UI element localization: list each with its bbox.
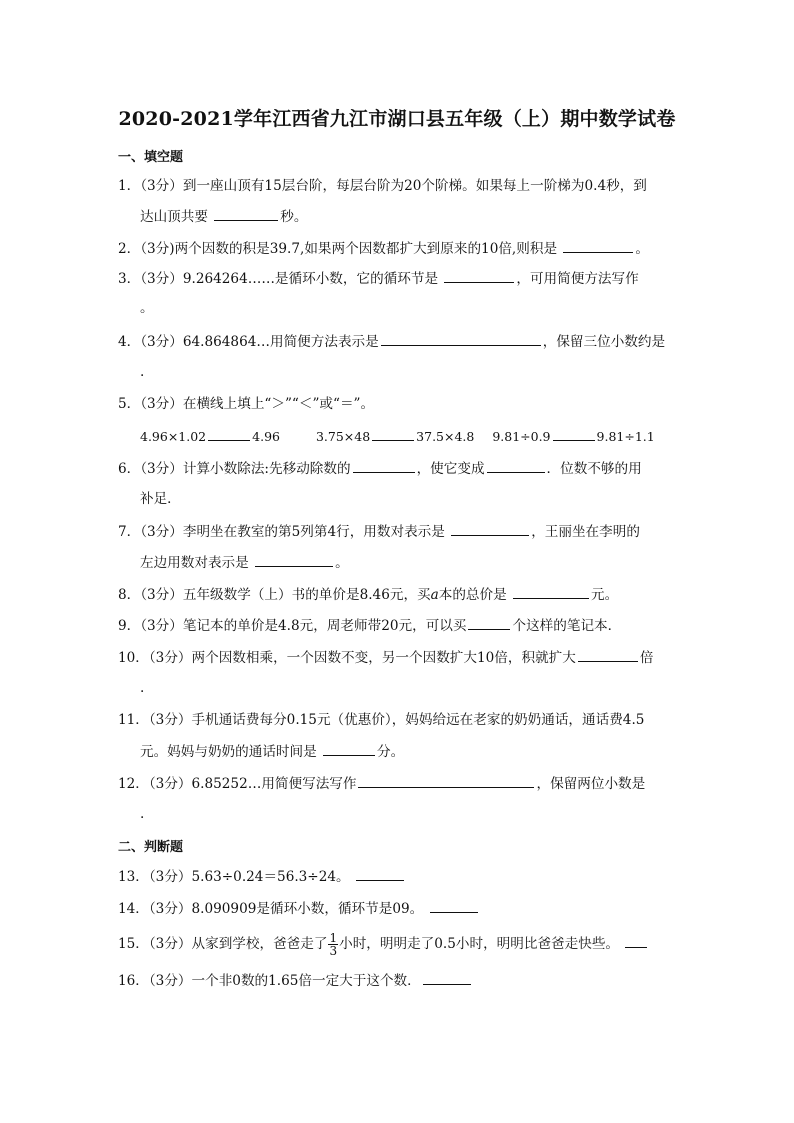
question-11 [118,710,678,730]
answer-blank[interactable] [356,866,404,881]
question-9-text: 9．（3分）笔记本的单价是4.8元，周老师带20元，可以买 [118,618,467,634]
question-13-text: 13．（3分）5.63÷0.24＝56.3÷24。 [118,869,350,885]
question-1-text-2: 达山顶共要 [140,209,208,225]
question-12-text: 12．（3分）6.85252…用简便写法写作 [118,776,357,792]
fraction-numerator: 1 [329,931,338,945]
answer-blank[interactable] [323,741,375,756]
question-4-text-2: ，保留三位小数约是 [542,334,666,350]
question-15 [118,932,678,957]
question-4-cont [140,362,680,382]
question-12 [118,773,678,794]
answer-blank[interactable] [468,615,510,630]
answer-blank[interactable] [208,426,250,441]
question-4-text-3: . [140,364,145,380]
question-1-cont [140,206,680,227]
question-11-text-2: 元。妈妈与奶奶的通话时间是 [140,744,317,760]
question-4 [118,331,678,352]
section-heading-judge: 二、判断题 [118,840,184,855]
question-8-text-3: 元。 [591,587,619,603]
answer-blank[interactable] [563,238,633,253]
answer-blank[interactable] [358,773,534,788]
fraction [328,932,338,957]
answer-blank[interactable] [625,933,647,948]
answer-blank[interactable] [578,647,638,662]
question-2-text: 2．（3分)两个因数的积是39.7,如果两个因数都扩大到原来的10倍,则积是 [118,241,558,257]
answer-blank[interactable] [430,898,478,913]
question-10-text-2: 倍 [639,650,654,666]
question-9-text-2: 个这样的笔记本． [512,618,622,634]
question-10-text: 10．（3分）两个因数相乘，一个因数不变，另一个因数扩大10倍，积就扩大 [118,650,576,666]
compare-left-2: 3.75×48 [315,429,371,444]
question-14 [118,898,678,919]
question-6 [118,458,678,479]
question-3 [118,268,678,289]
compare-right-2: 37.5×4.8 [416,429,475,444]
question-6-text-3: ．位数不够的用 [546,461,642,477]
question-8-text-2: 本的总价是 [438,587,507,603]
question-5-items [140,426,680,447]
question-6-text-2: ，使它变成 [416,461,485,477]
page-title: 2020-2021学年江西省九江市湖口县五年级（上）期中数学试卷 [118,108,676,130]
question-7 [118,521,678,542]
fraction-denominator: 3 [329,944,338,958]
question-7-text: 7．（3分）李明坐在教室的第5列第4行，用数对表示是 [118,524,445,540]
answer-blank[interactable] [255,552,333,567]
question-10-text-3: . [140,680,145,696]
question-7-text-3: 左边用数对表示是 [140,555,249,571]
question-10 [118,647,678,668]
answer-blank[interactable] [372,426,414,441]
question-5 [118,394,678,414]
question-12-text-2: ，保留两位小数是 [536,776,646,792]
question-15-text-2: 小时，明明走了0.5小时，明明比爸爸走快些。 [339,936,620,952]
answer-blank[interactable] [487,458,545,473]
question-2-text-2: 。 [635,241,649,257]
question-8 [118,584,678,605]
compare-right-3: 9.81÷1.1 [596,429,655,444]
variable-a: a [430,587,439,603]
question-3-text-3: 。 [140,300,154,316]
question-11-text-3: 分。 [377,744,405,760]
answer-blank[interactable] [553,426,595,441]
question-2 [118,238,678,259]
question-5-text: 5．（3分）在横线上填上“＞”“＜”或“＝”。 [118,396,375,412]
answer-blank[interactable] [214,206,278,221]
section-heading-fill: 一、填空题 [118,150,184,165]
answer-blank[interactable] [423,970,471,985]
compare-left-1: 4.96×1.02 [140,429,207,444]
compare-left-3: 9.81÷0.9 [492,429,551,444]
answer-blank[interactable] [444,268,514,283]
question-1-text-3: 秒。 [280,209,308,225]
question-11-text: 11．（3分）手机通话费每分0.15元（优惠价），妈妈给远在老家的奶奶通话，通话费4.5 [118,712,645,728]
question-9 [118,615,678,636]
question-3-text-2: ，可用简便方法写作 [516,271,639,287]
question-6-cont [140,489,680,509]
question-3-cont [140,298,680,318]
question-1-text: 1．（3分）到一座山顶有15层台阶，每层台阶为20个阶梯。如果每上一阶梯为0.4秒，到 [118,178,647,194]
question-16-text: 16．（3分）一个非0数的1.65倍一定大于这个数． [118,973,421,989]
question-4-text: 4．（3分）64.864864…用简便方法表示是 [118,334,379,350]
question-15-text: 15．（3分）从家到学校，爸爸走了 [118,936,328,952]
question-11-cont [140,741,680,762]
answer-blank[interactable] [381,331,541,346]
answer-blank[interactable] [451,521,529,536]
question-8-text: 8．（3分）五年级数学（上）书的单价是8.46元，买 [118,587,431,603]
question-3-text: 3．（3分）9.264264……是循环小数，它的循环节是 [118,271,439,287]
question-6-text-4: 补足． [140,491,181,507]
question-10-cont [140,678,680,698]
answer-blank[interactable] [513,584,589,599]
question-13 [118,866,678,887]
question-6-text: 6．（3分）计算小数除法:先移动除数的 [118,461,351,477]
question-12-text-3: . [140,806,145,822]
compare-right-1: 4.96 [252,429,280,444]
question-14-text: 14．（3分）8.090909是循环小数，循环节是09。 [118,901,424,917]
question-7-text-2: ，王丽坐在李明的 [531,524,640,540]
question-16 [118,970,678,991]
question-12-cont [140,804,680,824]
question-1 [118,176,678,196]
question-7-text-4: 。 [335,555,349,571]
question-7-cont [140,552,680,573]
answer-blank[interactable] [353,458,415,473]
